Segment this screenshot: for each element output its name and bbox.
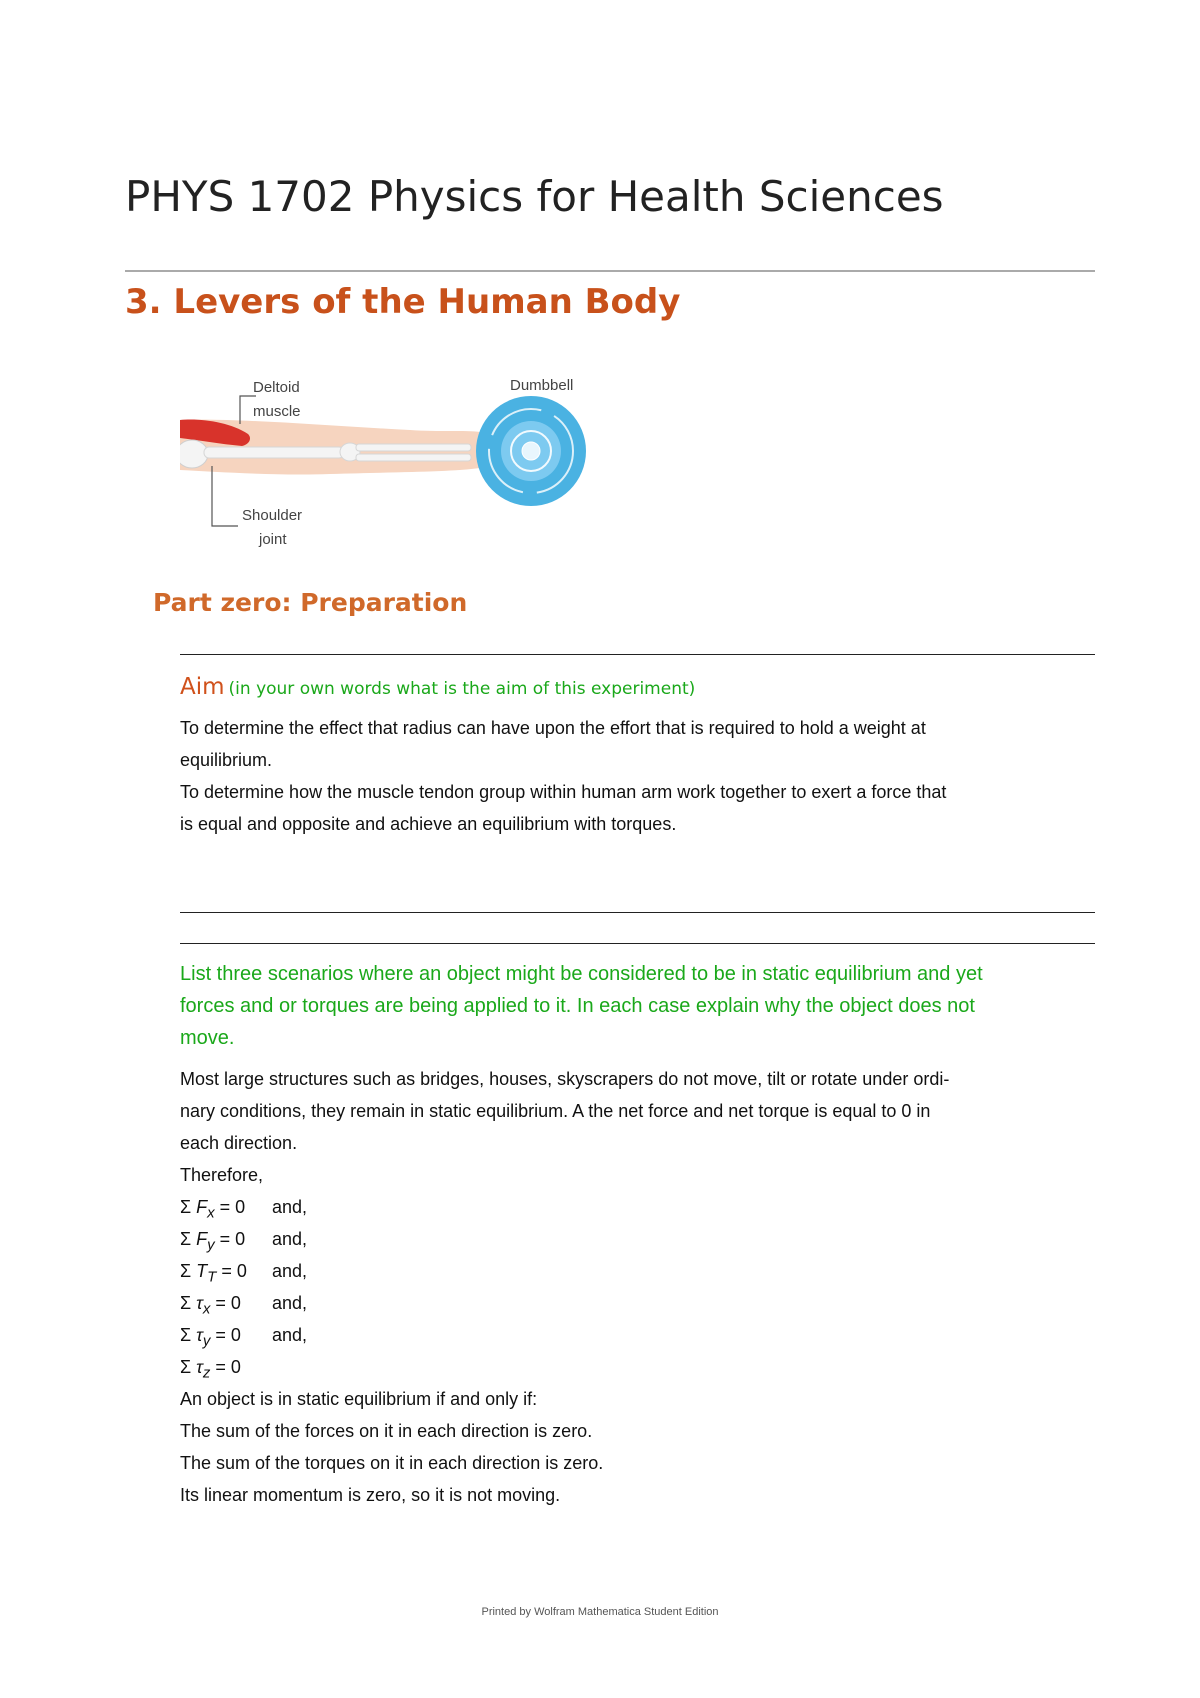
label-deltoid-2: muscle (253, 403, 301, 420)
aim-note: (in your own words what is the aim of this experiment) (228, 679, 696, 699)
document-title: PHYS 1702 Physics for Health Sciences (125, 172, 944, 221)
aim-title: Aim (180, 674, 225, 700)
aim-answer (180, 712, 1095, 840)
label-shoulder-2: joint (259, 531, 287, 548)
equation-row: Σ $F_x = 0$ and, (180, 1197, 308, 1222)
answer-intro-line: Therefore, (180, 1165, 264, 1185)
equation-row: Σ $\tau_y = 0$ and, (180, 1325, 308, 1350)
question-line: forces and or torques are being applied to it. In each case explain why the object does not (180, 995, 975, 1017)
divider-aim-top (180, 654, 1095, 655)
forearm-bone-1 (356, 444, 471, 451)
conclusion-line: An object is in static equilibrium if and only if: (180, 1389, 538, 1409)
aim-answer-line: is equal and opposite and achieve an equilibrium with torques. (180, 814, 677, 834)
shoulder-leader (212, 466, 238, 526)
section-heading: 3. Levers of the Human Body (125, 282, 681, 322)
aim-heading (180, 674, 695, 700)
aim-answer-line: equilibrium. (180, 750, 273, 770)
forearm-bone-2 (356, 454, 471, 461)
equation-row: Σ $T_T = 0$ and, (180, 1261, 308, 1286)
question-prompt (180, 958, 1095, 1054)
question-line: move. (180, 1027, 235, 1049)
question-line: List three scenarios where an object might be considered to be in static equilibrium and yet (180, 963, 983, 985)
equation-row: Σ $\tau_x = 0$ and, (180, 1293, 308, 1318)
arm-dumbbell-figure (180, 368, 620, 558)
label-deltoid-1: Deltoid (253, 379, 300, 396)
conclusion-line: The sum of the torques on it in each direction is zero. (180, 1453, 604, 1473)
divider-aim-bottom (180, 912, 1095, 913)
answer-intro-line: Most large structures such as bridges, houses, skyscrapers do not move, tilt or rotate under ordi- (180, 1069, 950, 1089)
answer-intro-line: each direction. (180, 1133, 298, 1153)
question-answer (180, 1063, 1095, 1511)
answer-intro-line: nary conditions, they remain in static equilibrium. A the net force and net torque is equal to 0 in (180, 1101, 931, 1121)
print-footer: Printed by Wolfram Mathematica Student Edition (481, 1606, 719, 1618)
dumbbell-hub (522, 442, 540, 460)
equation-row: Σ $\tau_z = 0$ (180, 1357, 241, 1382)
label-shoulder-1: Shoulder (242, 507, 303, 524)
aim-answer-line: To determine how the muscle tendon group within human arm work together to exert a force that (180, 782, 947, 802)
divider-question-top (180, 943, 1095, 944)
humerus-bone (204, 447, 344, 458)
aim-answer-line: To determine the effect that radius can have upon the effort that is required to hold a weight at (180, 718, 926, 738)
title-divider (125, 270, 1095, 272)
conclusion-line: Its linear momentum is zero, so it is not moving. (180, 1485, 561, 1505)
conclusion-line: The sum of the forces on it in each direction is zero. (180, 1421, 593, 1441)
equation-row: Σ $F_y = 0$ and, (180, 1229, 308, 1254)
label-dumbbell: Dumbbell (510, 377, 574, 394)
part-zero-heading: Part zero: Preparation (153, 588, 468, 617)
